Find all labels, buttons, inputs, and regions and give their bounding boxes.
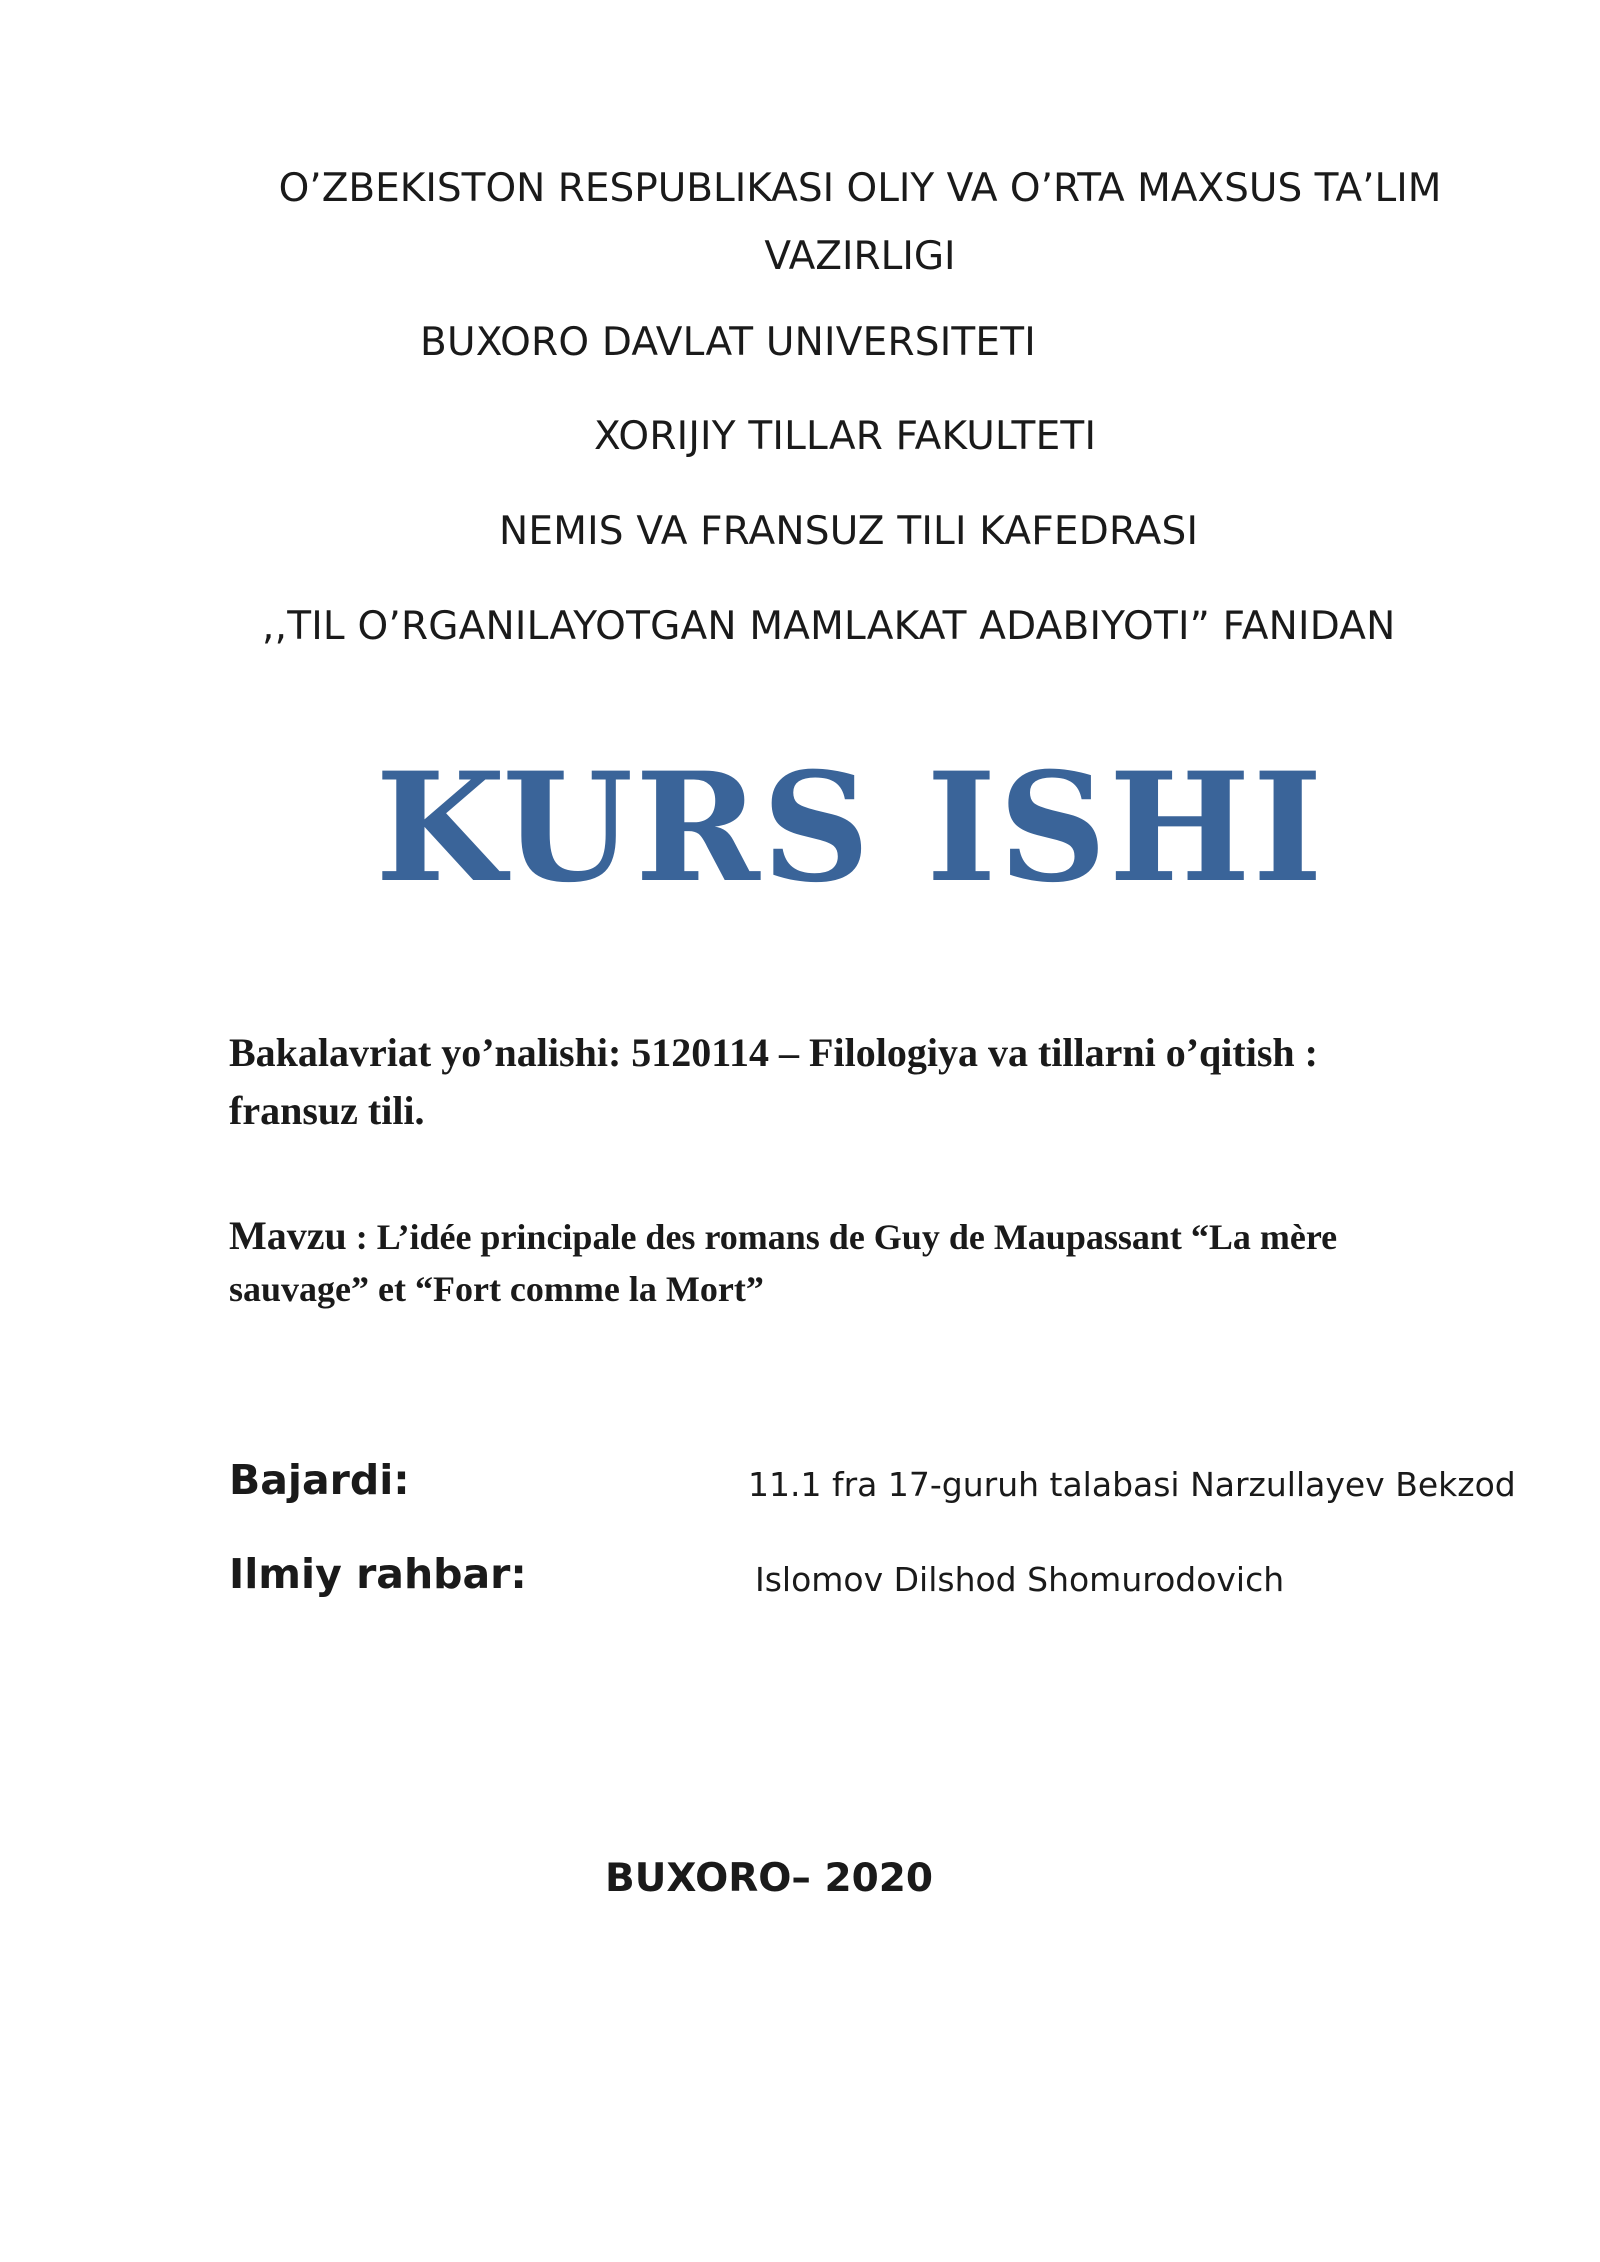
study-direction-line-2: fransuz tili. [229,1088,425,1133]
topic [229,1210,1479,1315]
topic-text-line-2: sauvage” et “Fort comme la Mort” [229,1269,764,1309]
study-direction [229,1024,1479,1140]
ministry-line-2: VAZIRLIGI [764,234,956,279]
faculty-name: XORIJIY TILLAR FAKULTETI [594,414,1097,459]
ministry-heading [0,155,1600,291]
ministry-line-1: O’ZBEKISTON RESPUBLIKASI OLIY VA O’RTA MAXSUS TA’LIM [278,166,1442,211]
author-label: Bajardi: [229,1456,410,1504]
city-year: BUXORO– 2020 [605,1856,934,1901]
subject-name: ,,TIL O’RGANILAYOTGAN MAMLAKAT ADABIYOTI” FANIDAN [262,604,1396,649]
topic-text-line-1: : L’idée principale des romans de Guy de Maupassant “La mère [346,1217,1338,1257]
author-value: 11.1 fra 17-guruh talabasi Narzullayev Bekzod [748,1465,1516,1504]
study-direction-line-1: Bakalavriat yo’nalishi: 5120114 – Filologiya va tillarni o’qitish : [229,1030,1318,1075]
university-name: BUXORO DAVLAT UNIVERSITETI [420,320,1037,365]
supervisor-value: Islomov Dilshod Shomurodovich [755,1560,1285,1599]
department-name: NEMIS VA FRANSUZ TILI KAFEDRASI [499,509,1199,554]
document-title: KURS ISHI [375,740,1325,916]
supervisor-label: Ilmiy rahbar: [229,1550,527,1598]
topic-label: Mavzu [229,1213,347,1258]
